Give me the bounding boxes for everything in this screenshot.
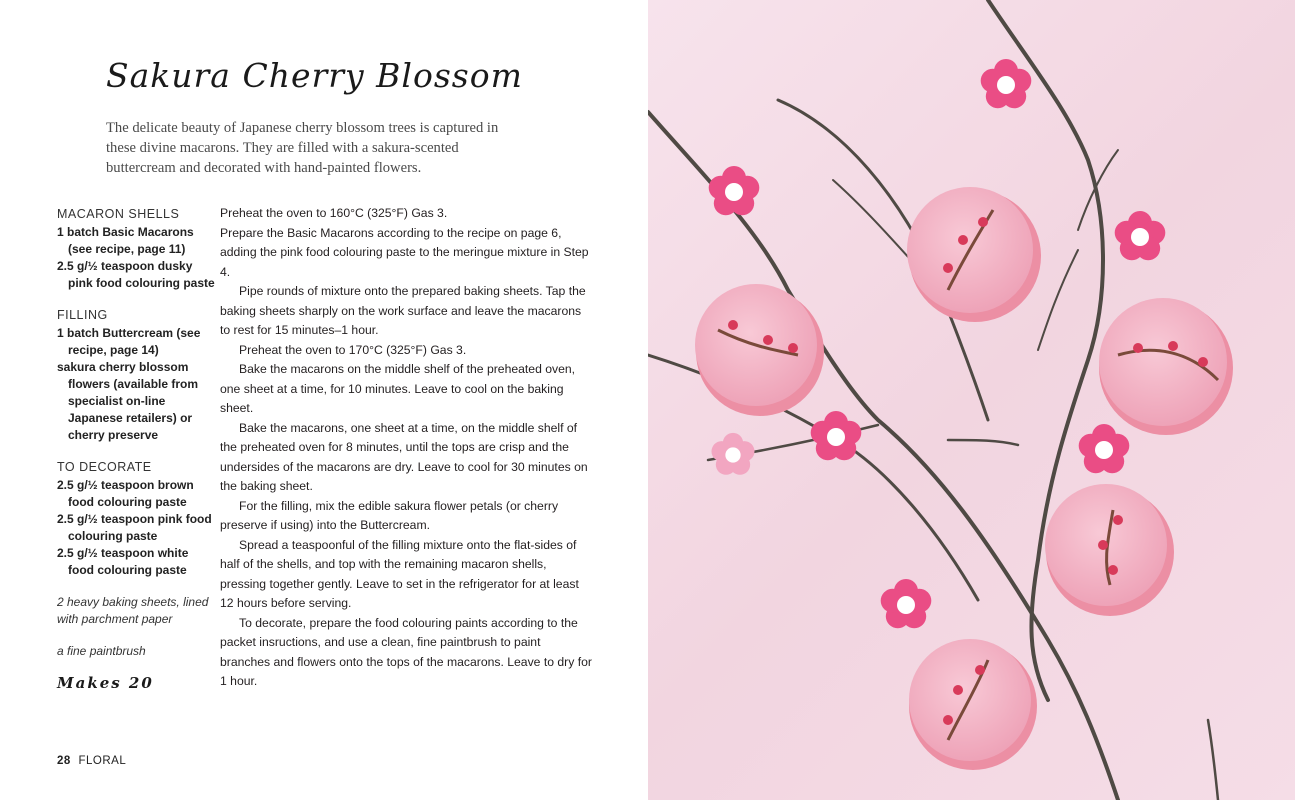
method-column bbox=[220, 204, 592, 692]
section-name: FLORAL bbox=[78, 755, 127, 767]
filling-group bbox=[57, 307, 217, 444]
ingredient-item: 2.5 g/½ teaspoon brown food colouring paste bbox=[57, 478, 194, 509]
method-step: Preheat the oven to 170°C (325°F) Gas 3. bbox=[239, 342, 467, 357]
method-step: Bake the macarons, one sheet at a time, on the middle shelf of the preheated oven for 8 minutes, until the tops are crisp and the undersides of the macarons are dry. Leave to cool for 30 minutes on the baking sheet. bbox=[220, 420, 588, 493]
ingredients-heading: TO DECORATE bbox=[57, 460, 152, 474]
ingredients-column bbox=[57, 206, 217, 692]
ingredient-item: sakura cherry blossom flowers (available from specialist on-line Japanese retailers) or cherry preserve bbox=[57, 360, 199, 442]
method-step: Spread a teaspoonful of the filling mixture onto the flat-sides of half of the shells, and top with the remaining macaron shells, pressing together gently. Leave to set in the refrigerator for at least 12 hours before serving. bbox=[220, 537, 579, 610]
method-step: Bake the macarons on the middle shelf of the preheated oven, one sheet at a time, for 10 minutes. Leave to cool on the baking sheet. bbox=[220, 362, 576, 415]
ingredient-item: 1 batch Basic Macarons (see recipe, page 11) bbox=[57, 225, 194, 256]
method-step: Preheat the oven to 160°C (325°F) Gas 3. bbox=[220, 206, 448, 220]
ingredient-item: 2.5 g/½ teaspoon white food colouring paste bbox=[57, 546, 189, 577]
macaron-shells-group bbox=[57, 206, 217, 292]
recipe-intro: The delicate beauty of Japanese cherry blossom trees is captured in these divine macarons. They are filled with a sakura-scented buttercream and decorated with hand-painted flowers. bbox=[106, 120, 499, 176]
equipment-item: a fine paintbrush bbox=[57, 644, 146, 658]
ingredient-item: 1 batch Buttercream (see recipe, page 14) bbox=[57, 326, 201, 357]
macaron-photo-illustration bbox=[648, 0, 1295, 800]
equipment-item: 2 heavy baking sheets, lined with parchment paper bbox=[57, 595, 209, 626]
makes-yield: Makes 20 bbox=[57, 674, 154, 692]
ingredient-item: 2.5 g/½ teaspoon dusky pink food colouring paste bbox=[57, 259, 215, 290]
method-step: Prepare the Basic Macarons according to the recipe on page 6, adding the pink food colouring paste to the meringue mixture in Step 4. bbox=[220, 225, 589, 279]
macarons bbox=[695, 187, 1233, 770]
page-footer bbox=[57, 755, 126, 767]
macaron-photo bbox=[648, 0, 1295, 800]
ingredients-heading: MACARON SHELLS bbox=[57, 207, 180, 221]
method-step: To decorate, prepare the food colouring paints according to the packet insructions, and use a clean, fine paintbrush to paint branches and flowers onto the tops of the macarons. Leave to dry for 1 hour. bbox=[220, 615, 592, 688]
page-number: 28 bbox=[57, 755, 71, 767]
ingredient-item: 2.5 g/½ teaspoon pink food colouring paste bbox=[57, 512, 212, 543]
ingredients-heading: FILLING bbox=[57, 308, 108, 322]
recipe-title: Sakura Cherry Blossom bbox=[106, 56, 523, 95]
method-step: For the filling, mix the edible sakura flower petals (or cherry preserve if using) into the Buttercream. bbox=[220, 498, 559, 532]
method-step: Pipe rounds of mixture onto the prepared baking sheets. Tap the baking sheets sharply on the work surface and leave the macarons to rest for 15 minutes–1 hour. bbox=[220, 284, 586, 337]
decorate-group bbox=[57, 459, 217, 579]
